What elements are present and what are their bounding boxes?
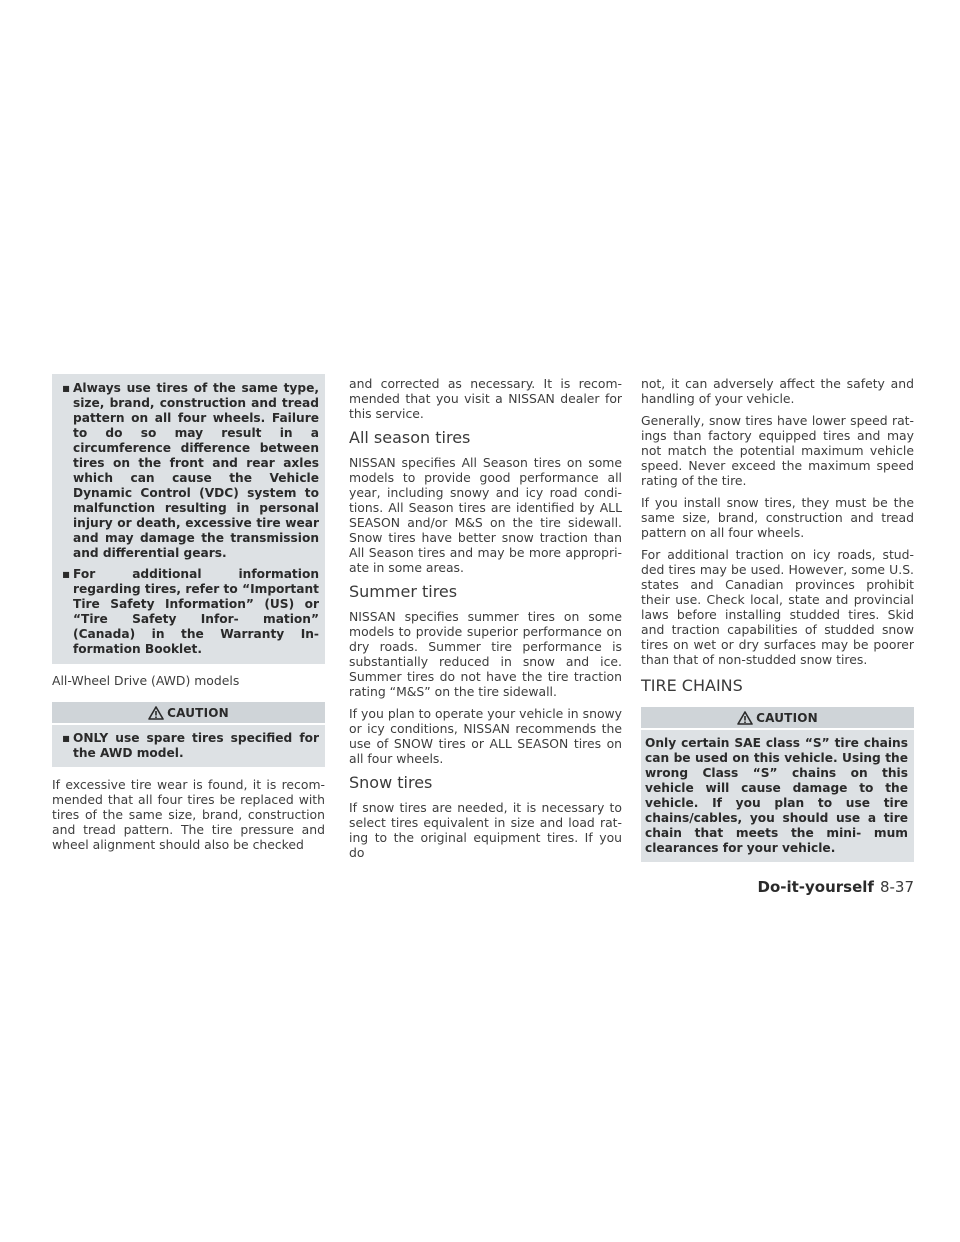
caution-title: CAUTION <box>756 710 818 725</box>
column-left <box>52 374 325 859</box>
page-number: 8-37 <box>879 878 914 896</box>
caution-body <box>52 725 325 767</box>
summer-heading: Summer tires <box>349 582 458 601</box>
warning-triangle-icon <box>148 706 164 720</box>
summer-paragraph: If you plan to operate your vehicle in snowy or icy conditions, NISSAN recommends the use of SNOW tires or ALL SEASON tires on all four wheels. <box>349 706 622 766</box>
caution-bullet <box>56 731 319 761</box>
tire-chains-heading: TIRE CHAINS <box>641 676 743 695</box>
bullet-icon: ▪ <box>62 381 71 395</box>
install-paragraph: If you install snow tires, they must be the same size, brand, construction and tread pattern on all four wheels. <box>641 495 914 540</box>
page-footer <box>758 878 915 896</box>
summer-paragraph: NISSAN specifies summer tires on some models to provide superior performance on dry roads. Summer tire performance is substantially reduced in snow and ice. Summer tires do not have the tire traction rating “M&S” on the tire sidewall. <box>349 609 622 699</box>
studded-paragraph: For additional traction on icy roads, stud- ded tires may be used. However, some U.S. states and Canadian provinces prohibit their use. Check local, state and provincial laws before installing studded tires. Skid and traction capabilities of studded snow tires on wet or dry surfaces may be poorer than that of non-studded snow tires. <box>641 547 914 667</box>
bullet-icon: ▪ <box>62 731 71 745</box>
caution-bullet-text: ONLY use spare tires specified for the AWD model. <box>73 731 319 760</box>
caution-body <box>641 730 914 862</box>
continued-paragraph: not, it can adversely affect the safety and handling of your vehicle. <box>641 376 914 406</box>
caution-header <box>641 707 914 728</box>
warning-bullet-text: Always use tires of the same type, size, brand, construction and tread pattern on all four wheels. Failure to do so may result in a circumference difference between tires on the front and rear axles which can cause the Vehicle Dynamic Control (VDC) system to malfunction resulting in personal injury or death, excessive tire wear and may damage the transmission and differential gears. <box>73 381 319 560</box>
awd-label: All-Wheel Drive (AWD) models <box>52 673 240 688</box>
continued-paragraph: and corrected as necessary. It is recom- mended that you visit a NISSAN dealer for this service. <box>349 376 622 421</box>
tire-wear-paragraph: If excessive tire wear is found, it is recom- mended that all four tires be replaced with tires of the same size, brand, construction and tread pattern. The tire pressure and wheel alignment should also be checked <box>52 777 325 852</box>
warning-bullet <box>56 567 319 657</box>
warning-box <box>52 374 325 664</box>
snow-paragraph: If snow tires are needed, it is necessary to select tires equivalent in size and load rat- ing to the original equipment tires. If you do <box>349 800 622 860</box>
footer-section: Do-it-yourself <box>757 878 874 896</box>
warning-bullet <box>56 381 319 561</box>
all-season-paragraph: NISSAN specifies All Season tires on some models to provide good performance all year, including snowy and icy road condi- tions. All Season tires are identified by ALL SEASON and/or M&S on the tire sidewall. Snow tires have better snow traction than All Season tires and may be more appropri- ate in some areas. <box>349 455 622 575</box>
caution-text: Only certain SAE class “S” tire chains can be used on this vehicle. Using the wrong Class “S” chains on this vehicle will cause damage to the vehicle. If you plan to use tire chains/cables, you should use a tire chain that meets the mini- mum clearances for your vehicle. <box>645 736 908 855</box>
warning-triangle-icon <box>737 711 753 725</box>
caution-header <box>52 702 325 723</box>
bullet-icon: ▪ <box>62 567 71 581</box>
column-right <box>641 376 914 862</box>
all-season-heading: All season tires <box>349 428 471 447</box>
speed-rating-paragraph: Generally, snow tires have lower speed rat- ings than factory equipped tires and may not match the potential maximum vehicle speed. Never exceed the maximum speed rating of the tire. <box>641 413 914 488</box>
snow-heading: Snow tires <box>349 773 433 792</box>
caution-title: CAUTION <box>167 705 229 720</box>
column-middle <box>349 376 622 867</box>
warning-bullet-text: For additional information regarding tires, refer to “Important Tire Safety Information” (US) or “Tire Safety Infor- mation” (Canada) in the Warranty In- formation Booklet. <box>73 567 319 656</box>
